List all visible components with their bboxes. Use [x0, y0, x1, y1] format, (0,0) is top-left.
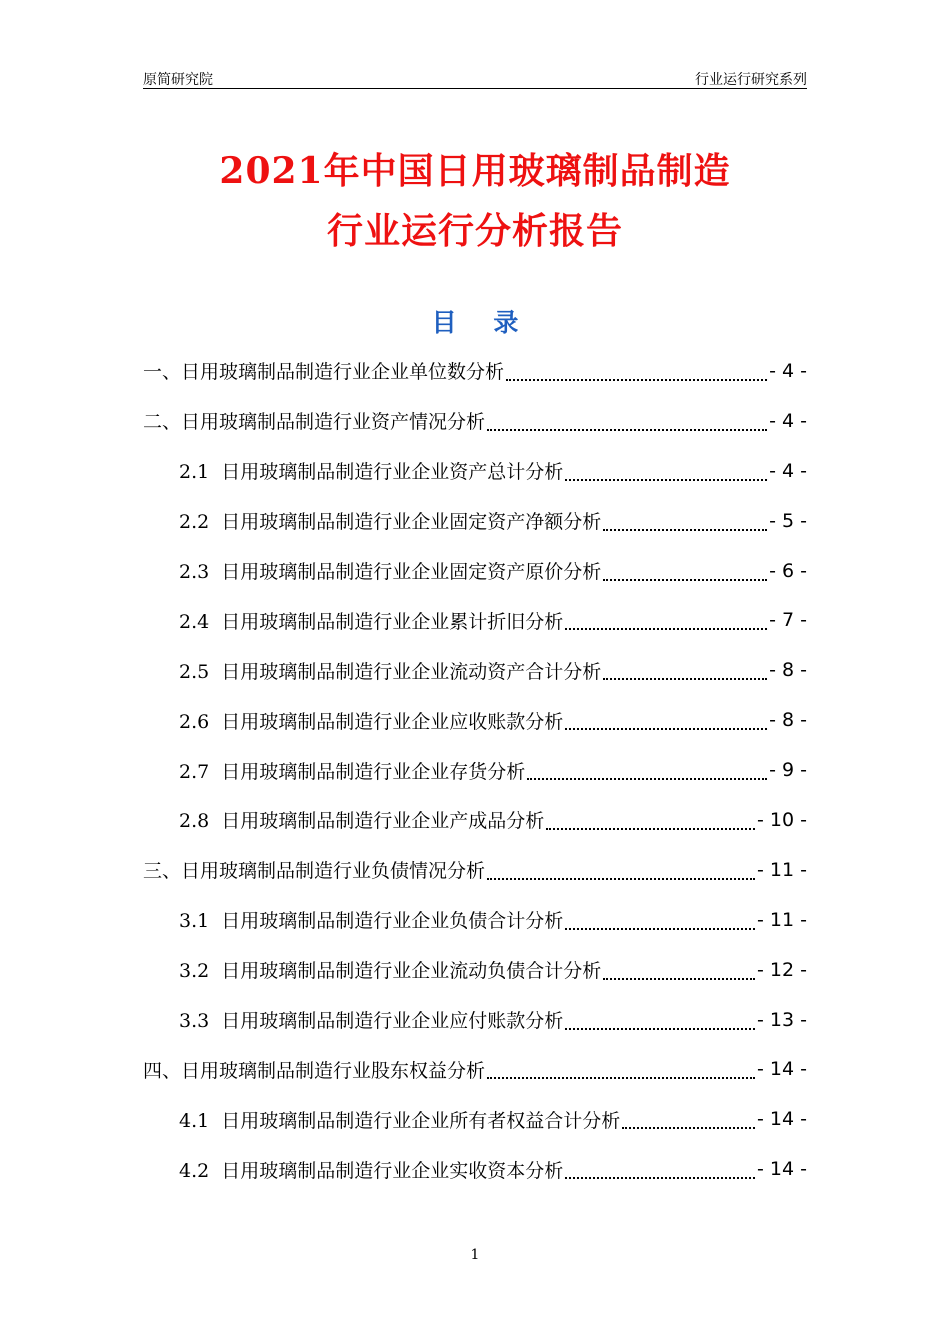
toc-entry-label: 日用玻璃制品制造行业企业固定资产净额分析: [221, 511, 602, 534]
toc-entry-title: [179, 557, 601, 584]
header-series: 行业运行研究系列: [695, 72, 807, 88]
toc-entry-page: - 12 -: [757, 958, 807, 981]
toc-entry-label: 日用玻璃制品制造行业企业负债合计分析: [221, 910, 564, 933]
toc-dot-leader: [565, 912, 755, 930]
toc-entry-title: [179, 1156, 563, 1183]
toc-entry-title: [179, 607, 563, 634]
toc-entry-page: - 14 -: [757, 1058, 807, 1081]
toc-entry-title: [143, 1056, 485, 1083]
toc-entry-label: 日用玻璃制品制造行业企业实收资本分析: [221, 1159, 564, 1182]
toc-entry[interactable]: [143, 1144, 807, 1194]
toc-entry-number: 2.2: [179, 511, 210, 534]
toc-entry-label: 日用玻璃制品制造行业企业存货分析: [221, 760, 526, 783]
toc-entry-title: [179, 657, 601, 684]
toc-dot-leader: [565, 1161, 755, 1179]
toc-entry-title: [179, 507, 601, 534]
toc-entry[interactable]: [143, 496, 807, 546]
toc-dot-leader: [565, 1012, 755, 1030]
toc-entry-title: [179, 956, 601, 983]
toc-entry-number: 2.1: [179, 461, 210, 484]
header-org: 原简研究院: [143, 72, 213, 88]
toc-entry-page: - 10 -: [757, 808, 807, 831]
toc-dot-leader: [546, 812, 755, 830]
toc-entry[interactable]: [143, 446, 807, 496]
toc-entry-label: 日用玻璃制品制造行业企业产成品分析: [221, 810, 545, 833]
toc-entry[interactable]: [143, 745, 807, 795]
toc-dot-leader: [565, 712, 767, 730]
toc-dot-leader: [603, 662, 767, 680]
toc-dot-leader: [565, 463, 767, 481]
toc-entry-page: - 4 -: [769, 459, 807, 482]
toc-entry[interactable]: [143, 1044, 807, 1094]
toc-dot-leader: [487, 862, 755, 880]
toc-entry-title: [179, 806, 544, 833]
toc-entry-number: 4.2: [179, 1159, 210, 1182]
toc-entry-page: - 11 -: [757, 908, 807, 931]
toc-entry-title: [179, 906, 563, 933]
page-number: 1: [470, 1247, 480, 1263]
toc-entry[interactable]: [143, 546, 807, 596]
toc-entry-label: 日用玻璃制品制造行业企业固定资产原价分析: [221, 561, 602, 583]
toc-entry-label: 二、日用玻璃制品制造行业资产情况分析: [143, 411, 486, 434]
toc-dot-leader: [487, 1061, 755, 1079]
toc-dot-leader: [527, 762, 767, 780]
report-title-line-1: 2021年中国日用玻璃制品制造: [219, 150, 731, 192]
toc-entry-title: [143, 407, 485, 434]
toc-entry-page: - 7 -: [769, 609, 807, 632]
toc-entry[interactable]: [143, 845, 807, 895]
toc-entry-page: - 8 -: [769, 709, 807, 732]
toc-dot-leader: [506, 363, 767, 381]
toc-entry-title: [179, 457, 563, 484]
toc-entry-page: - 4 -: [769, 409, 807, 432]
toc-entry-page: - 11 -: [757, 858, 807, 881]
toc-entry-page: - 13 -: [757, 1008, 807, 1031]
toc-entry-number: 2.6: [179, 710, 210, 733]
page-header: [143, 66, 807, 89]
toc-entry-number: 2.8: [179, 810, 210, 833]
toc-heading: 目 录: [431, 308, 533, 337]
toc-entry[interactable]: [143, 795, 807, 845]
toc-entry-number: 3.1: [179, 910, 210, 933]
toc-entry-label: 日用玻璃制品制造行业企业应收账款分析: [221, 710, 564, 733]
toc-entry-label: 日用玻璃制品制造行业企业流动负债合计分析: [221, 960, 602, 983]
toc-entry[interactable]: [143, 695, 807, 745]
toc-entry[interactable]: [143, 595, 807, 645]
toc-entry-label: 四、日用玻璃制品制造行业股东权益分析: [143, 1059, 486, 1082]
toc-entry[interactable]: [143, 346, 807, 396]
toc-entry-label: 日用玻璃制品制造行业企业所有者权益合计分析: [221, 1109, 621, 1132]
toc-entry-label: 三、日用玻璃制品制造行业负债情况分析: [143, 860, 486, 883]
toc-dot-leader: [603, 962, 755, 980]
toc-entry-page: - 6 -: [769, 559, 807, 582]
toc-entry-title: [179, 1006, 563, 1033]
toc-entry-number: 4.1: [179, 1109, 210, 1132]
toc-entry-number: 3.2: [179, 960, 210, 983]
toc-dot-leader: [603, 513, 767, 531]
toc-dot-leader: [565, 612, 767, 630]
toc-entry-title: [179, 707, 563, 734]
toc-entry-number: 2.4: [179, 610, 210, 633]
table-of-contents: [143, 346, 807, 1194]
toc-entry[interactable]: [143, 895, 807, 945]
toc-entry-label: 日用玻璃制品制造行业企业资产总计分析: [221, 461, 564, 484]
toc-entry-title: [179, 1106, 620, 1133]
toc-entry-number: 3.3: [179, 1010, 210, 1033]
toc-dot-leader: [622, 1111, 755, 1129]
toc-entry[interactable]: [143, 396, 807, 446]
toc-dot-leader: [487, 413, 767, 431]
toc-entry-page: - 8 -: [769, 659, 807, 682]
toc-entry-title: [179, 757, 525, 784]
toc-entry-label: 日用玻璃制品制造行业企业流动资产合计分析: [221, 660, 602, 683]
toc-entry-label: 日用玻璃制品制造行业企业累计折旧分析: [221, 610, 564, 633]
toc-entry-title: [143, 856, 485, 883]
toc-entry-page: - 5 -: [769, 509, 807, 532]
toc-dot-leader: [603, 563, 767, 581]
report-title-line-2: 行业运行分析报告: [326, 210, 623, 252]
toc-entry[interactable]: [143, 1094, 807, 1144]
toc-entry-number: 2.5: [179, 660, 210, 683]
toc-entry[interactable]: [143, 945, 807, 995]
toc-entry-page: - 9 -: [769, 759, 807, 782]
toc-entry-label: 一、日用玻璃制品制造行业企业单位数分析: [143, 361, 505, 384]
toc-entry-page: - 14 -: [757, 1158, 807, 1181]
toc-entry-title: [143, 357, 504, 384]
toc-entry-page: - 4 -: [769, 359, 807, 382]
toc-entry[interactable]: [143, 995, 807, 1045]
toc-entry-number: 2.7: [179, 760, 210, 783]
toc-entry-number: 2.3: [179, 561, 210, 583]
toc-entry[interactable]: [143, 645, 807, 695]
toc-entry-label: 日用玻璃制品制造行业企业应付账款分析: [221, 1010, 564, 1033]
toc-entry-page: - 14 -: [757, 1108, 807, 1131]
